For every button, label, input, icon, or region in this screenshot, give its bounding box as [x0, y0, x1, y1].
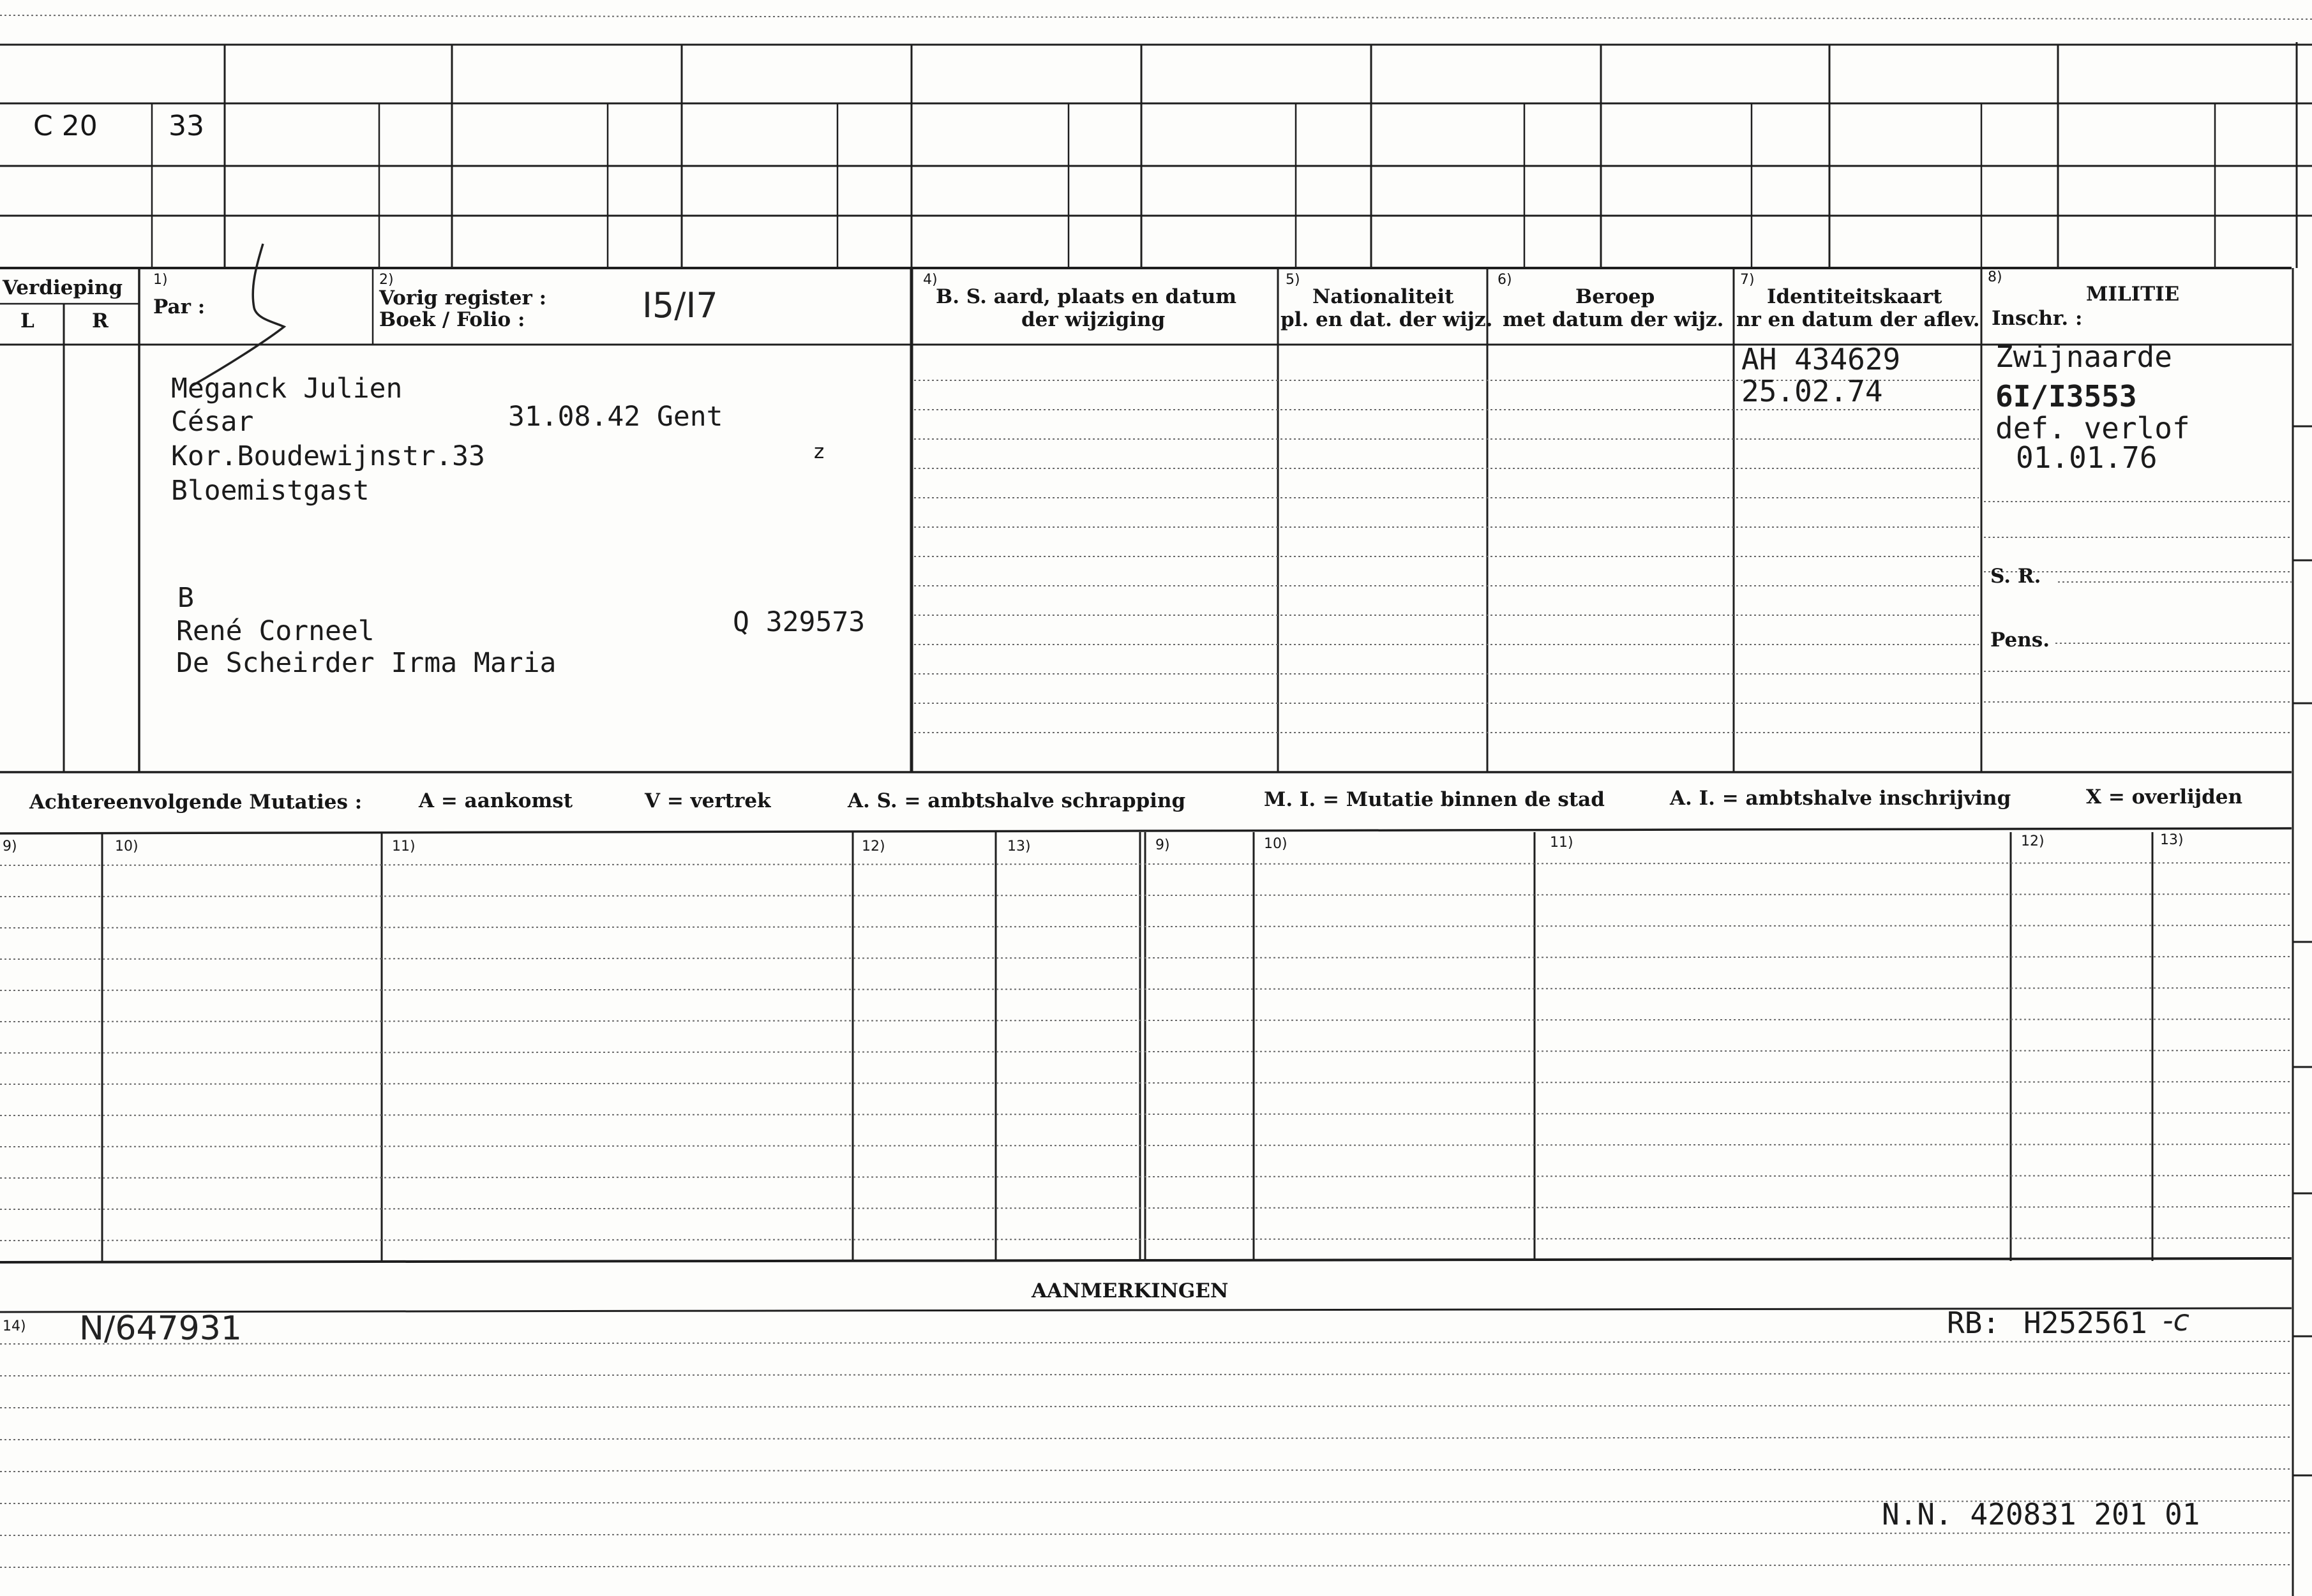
- militie-status: def. verlof: [1995, 411, 2190, 445]
- register-number: 33: [169, 110, 204, 142]
- bs-header-line1: B. S. aard, plaats en datum: [936, 285, 1237, 308]
- rb-suffix: -c: [2163, 1303, 2189, 1338]
- legend-schrapping: A. S. = ambtshalve schrapping: [848, 789, 1186, 812]
- bs-header-line2: der wijziging: [1021, 308, 1166, 331]
- national-number: N.N. 420831 201 01: [1882, 1497, 2200, 1532]
- mutation-col-9b: 9): [1155, 837, 1170, 853]
- verdieping-label: Verdieping: [3, 276, 123, 299]
- page-top-edge: [0, 15, 2312, 19]
- nat-number: 5): [1286, 272, 1300, 288]
- beroep-line1: Beroep: [1575, 285, 1655, 308]
- identiteitskaart-line2: nr en datum der aflev.: [1736, 308, 1980, 331]
- id-number: 7): [1740, 272, 1755, 288]
- id-card-number: AH 434629: [1741, 342, 1901, 377]
- mutation-col-12: 12): [862, 839, 885, 854]
- person-mother: De Scheirder Irma Maria: [176, 647, 557, 679]
- militie-date: 01.01.76: [2016, 440, 2158, 475]
- person-occupation: Bloemistgast: [171, 475, 370, 507]
- legend-vertrek: V = vertrek: [645, 789, 771, 812]
- mutation-col-10b: 10): [1264, 836, 1287, 852]
- nationaliteit-line2: pl. en dat. der wijz.: [1280, 308, 1493, 331]
- id-card-date: 25.02.74: [1741, 374, 1883, 408]
- legend-aankomst: A = aankomst: [419, 789, 573, 812]
- person-father: René Corneel: [176, 615, 375, 647]
- mutations-legend-title: Achtereenvolgende Mutaties :: [29, 791, 363, 814]
- mutation-col-11: 11): [392, 839, 416, 854]
- remarks-dotted-line: [0, 1405, 2292, 1408]
- rb-label: RB:: [1947, 1306, 2000, 1340]
- signature-mark: [191, 244, 284, 386]
- person-birth: 31.08.42 Gent: [508, 401, 723, 433]
- person-mark: z: [814, 440, 825, 463]
- identiteitskaart-line1: Identiteitskaart: [1767, 285, 1942, 308]
- register-code: C 20: [33, 110, 98, 142]
- verdieping-l: L: [20, 310, 34, 332]
- person-status: B: [177, 582, 194, 614]
- militie-title: MILITIE: [2086, 283, 2180, 306]
- remarks-number: 14): [3, 1318, 26, 1334]
- legend-mutatie: M. I. = Mutatie binnen de stad: [1264, 788, 1605, 811]
- mutation-col-13b: 13): [2160, 832, 2184, 848]
- mutation-col-10: 10): [115, 839, 139, 854]
- mutation-col-13: 13): [1007, 839, 1031, 854]
- person-q-number: Q 329573: [733, 606, 866, 638]
- mutation-col-12b: 12): [2021, 833, 2045, 849]
- remarks-title: AANMERKINGEN: [1032, 1279, 1229, 1302]
- person-street: Kor.Boudewijnstr.33: [171, 440, 485, 472]
- boek-folio-label: Boek / Folio :: [379, 308, 525, 331]
- remarks-dotted-line: [0, 1469, 2292, 1472]
- mutation-col-11b: 11): [1550, 835, 1573, 851]
- vorig-number: 2): [379, 272, 394, 288]
- verdieping-r: R: [92, 310, 109, 332]
- legend-inschrijving: A. I. = ambtshalve inschrijving: [1670, 787, 2011, 810]
- remarks-dotted-line: [0, 1533, 2292, 1535]
- remarks-reference: N/647931: [79, 1309, 242, 1348]
- beroep-line2: met datum der wijz.: [1503, 308, 1724, 331]
- inschr-label: Inschr. :: [1992, 307, 2083, 330]
- sr-label: S. R.: [1990, 565, 2041, 588]
- par-label: Par :: [153, 295, 206, 318]
- person-name: Meganck Julien: [171, 373, 403, 405]
- beroep-number: 6): [1498, 272, 1512, 288]
- bs-number: 4): [923, 272, 938, 288]
- nationaliteit-line1: Nationaliteit: [1312, 285, 1454, 308]
- militie-number-value: 6I/I3553: [1995, 379, 2137, 414]
- pens-label: Pens.: [1990, 629, 2050, 652]
- remarks-dotted-line: [0, 1341, 2292, 1344]
- mutation-col-9: 9): [3, 839, 17, 854]
- vorig-register-label: Vorig register :: [379, 287, 547, 310]
- person-second-name: César: [171, 406, 254, 438]
- militie-place: Zwijnaarde: [1995, 339, 2172, 374]
- vorig-register-value: I5/I7: [642, 285, 718, 325]
- par-number: 1): [153, 272, 168, 288]
- rb-value: H252561: [2023, 1306, 2147, 1340]
- remarks-dotted-line: [0, 1373, 2292, 1376]
- legend-overlijden: X = overlijden: [2086, 786, 2243, 809]
- remarks-dotted-line: [0, 1437, 2292, 1440]
- remarks-dotted-line: [0, 1565, 2292, 1567]
- militie-number: 8): [1988, 269, 2002, 285]
